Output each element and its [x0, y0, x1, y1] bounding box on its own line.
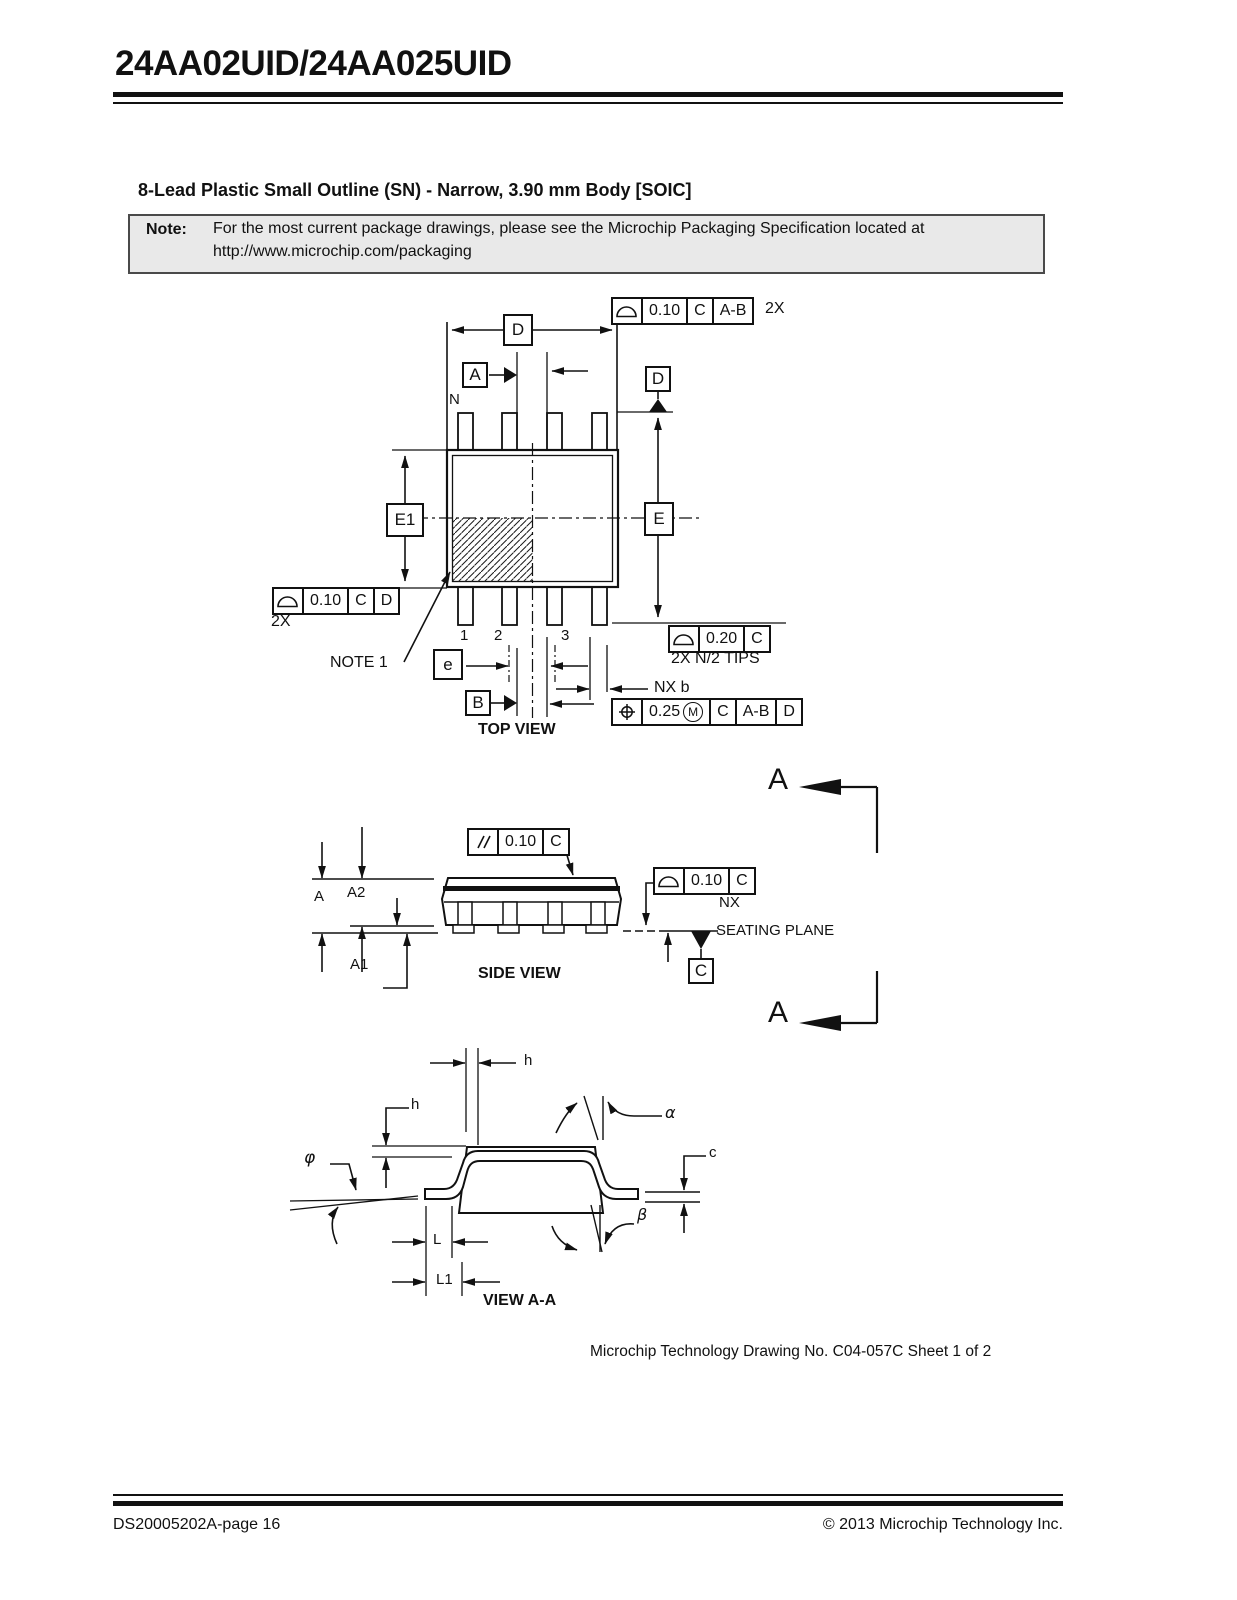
true-position-icon: [613, 700, 643, 724]
fcf-tolerance: 0.10: [304, 589, 349, 613]
tips-note-label: 2X N/2 TIPS: [671, 650, 760, 667]
angle-label-phi: φ: [304, 1148, 316, 1168]
qty-label-2x-top: 2X: [765, 300, 785, 317]
profile-surface-icon: [613, 299, 643, 323]
section-arrow-label-a-top: A: [768, 763, 789, 796]
dim-label-A: A: [314, 888, 325, 905]
package-heading: 8-Lead Plastic Small Outline (SN) - Narrow, 3.90 mm Body [SOIC]: [138, 180, 692, 200]
copyright-notice: © 2013 Microchip Technology Inc.: [822, 1516, 1063, 1533]
fcf-tolerance-mmc: 0.25 M: [643, 700, 711, 724]
fcf-datum: C: [751, 630, 763, 647]
dim-label-A2: A2: [347, 884, 366, 901]
seating-plane-label: SEATING PLANE: [716, 922, 835, 939]
view-aa-graphics: [290, 1048, 706, 1296]
angle-label-beta: β: [637, 1205, 648, 1224]
dim-box-E: E: [644, 502, 674, 536]
view-aa-caption: VIEW A-A: [483, 1292, 557, 1309]
fcf-datum: C: [550, 833, 562, 850]
fcf-parallelism: [467, 828, 570, 856]
qty-label-2x-left: 2X: [271, 613, 291, 630]
pin-count-label-N: N: [449, 391, 460, 408]
side-view-graphics: [312, 779, 877, 1031]
note1-callout: NOTE 1: [330, 654, 388, 671]
fcf-position: [611, 698, 803, 726]
fcf-profile-top: [611, 297, 754, 325]
fcf-tolerance: 0.10: [685, 869, 730, 893]
note-text-url[interactable]: http://www.microchip.com/packaging: [213, 243, 472, 260]
pin1-hatch-area: [453, 518, 533, 582]
fcf-profile-tips: [668, 625, 771, 653]
page-title: 24AA02UID/24AA025UID: [115, 44, 512, 83]
document-page-number: DS20005202A-page 16: [113, 1516, 281, 1533]
datum-box-A: A: [462, 362, 488, 388]
fcf-datum: C: [736, 872, 748, 889]
fcf-datum: A-B: [719, 302, 747, 319]
pin-number-2: 2: [494, 627, 503, 644]
dim-label-L: L: [433, 1231, 442, 1248]
fcf-datum: C: [349, 589, 375, 613]
mmc-modifier-icon: M: [683, 702, 703, 722]
fcf-tolerance: 0.20: [700, 627, 745, 651]
angle-label-alpha: α: [665, 1103, 676, 1122]
profile-surface-icon: [655, 869, 685, 893]
datum-box-C: C: [688, 958, 714, 984]
fcf-tolerance: 0.10: [643, 299, 688, 323]
parallelism-icon: [469, 830, 499, 854]
note-label: Note:: [146, 221, 187, 238]
fcf-profile-seating: [653, 867, 756, 895]
top-view-caption: TOP VIEW: [478, 721, 556, 738]
fcf-datum: A-B: [737, 700, 778, 724]
dim-label-h-top: h: [524, 1052, 533, 1069]
footer-rule-thick: [113, 1501, 1063, 1506]
pin-number-3: 3: [561, 627, 570, 644]
nx-label: NX: [719, 894, 740, 911]
dim-label-L1: L1: [436, 1271, 453, 1288]
side-view-caption: SIDE VIEW: [478, 965, 561, 982]
note-text-line1: For the most current package drawings, please see the Microchip Packaging Specification located at: [213, 220, 925, 237]
dim-label-A1: A1: [350, 956, 369, 973]
fcf-datum: C: [688, 299, 714, 323]
dim-label-c: c: [709, 1144, 717, 1161]
lead-width-label-nxb: NX b: [654, 679, 690, 696]
fcf-datum: D: [783, 703, 795, 720]
dim-box-D: D: [503, 314, 533, 346]
dim-box-E1: E1: [386, 503, 424, 537]
profile-surface-icon: [670, 627, 700, 651]
footer-rule-thin: [113, 1494, 1063, 1496]
header-rule-thick: [113, 92, 1063, 97]
fcf-datum: D: [380, 592, 393, 609]
profile-surface-icon: [274, 589, 304, 613]
dim-label-h-left: h: [411, 1096, 420, 1113]
pin-number-1: 1: [460, 627, 469, 644]
datum-box-D-right: D: [645, 366, 671, 392]
fcf-datum: C: [711, 700, 737, 724]
fcf-tolerance: 0.10: [499, 830, 544, 854]
header-rule-thin: [113, 102, 1063, 104]
section-arrow-label-a-bottom: A: [768, 996, 789, 1029]
dim-box-e: e: [433, 649, 463, 680]
drawing-reference: Microchip Technology Drawing No. C04-057C Sheet 1 of 2: [590, 1343, 992, 1360]
fcf-profile-left: [272, 587, 400, 615]
datum-box-B: B: [465, 690, 491, 716]
